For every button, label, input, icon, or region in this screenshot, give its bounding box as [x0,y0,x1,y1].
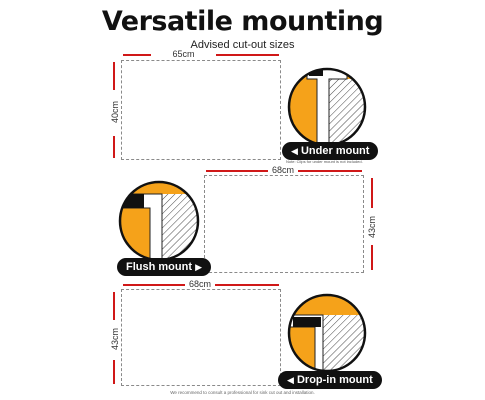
width-dimension-line-right [216,54,279,56]
width-dimension-line-left-3 [123,284,185,286]
width-dimension-line-right-3 [215,284,279,286]
cutout-area-drop-in-mount [121,289,281,386]
under-mount-note: Note: Clips for under mount is not included. [286,159,363,164]
arrow-right-icon: ▶ [195,262,202,272]
height-dimension-line-bottom [113,136,115,158]
under-mount-tag [282,142,378,160]
height-dimension-line-bottom-2 [371,245,373,270]
width-dimension-line-left-2 [206,170,268,172]
cutout-area-flush-mount [204,175,364,273]
width-dimension-line-left [123,54,151,56]
drop-in-mount-label: Drop-in mount [296,374,373,386]
height-label-flush: 43cm [367,216,377,239]
arrow-left-icon: ◀ [291,146,298,156]
drop-in-mount-tag [278,371,382,389]
drop-in-mount-detail-diagram [287,293,367,373]
width-label-drop-in: 68cm [188,279,211,289]
height-label-under: 40cm [110,101,120,124]
height-dimension-line-bottom-3 [113,360,115,384]
arrow-left-icon: ◀ [287,375,294,385]
page-title: Versatile mounting [101,6,384,37]
width-label-under: 65cm [172,49,195,59]
height-dimension-line-top-2 [371,178,373,208]
width-label-flush: 68cm [271,165,294,175]
height-dimension-line-top-3 [113,292,115,320]
footer-disclaimer: We recommend to consult a professional for sink cut out and installation. [170,390,315,395]
height-label-drop-in: 43cm [110,328,120,351]
width-dimension-line-right-2 [298,170,362,172]
under-mount-detail-diagram [287,67,367,147]
flush-mount-label: Flush mount [126,261,192,273]
flush-mount-tag [117,258,211,276]
page-subtitle: Advised cut-out sizes [190,39,295,51]
under-mount-label: Under mount [300,145,370,157]
height-dimension-line-top [113,62,115,90]
flush-mount-detail-diagram [118,180,200,262]
cutout-area-under-mount [121,60,281,160]
